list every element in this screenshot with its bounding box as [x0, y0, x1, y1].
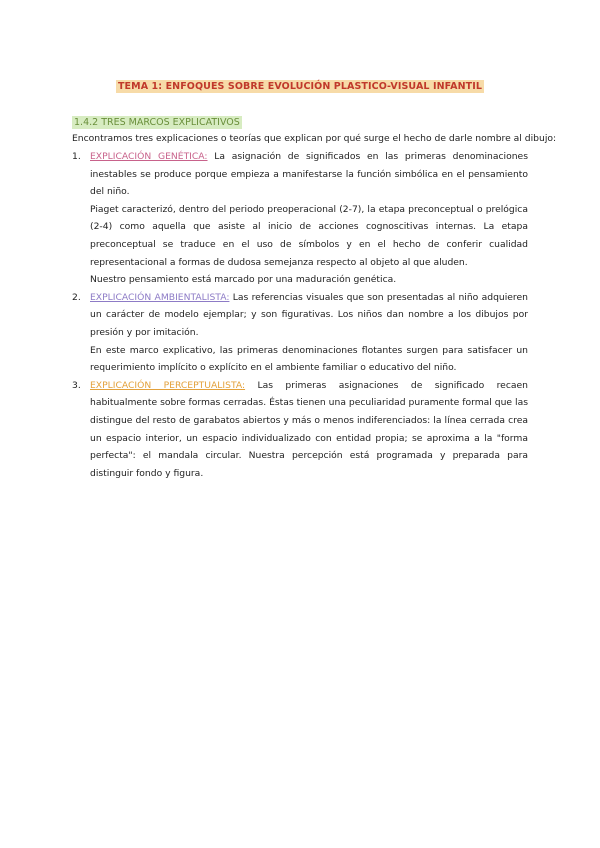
item-text: Las primeras asignaciones de significado recaen habitualmente sobre formas cerradas. Éstas tienen una peculiaridad puramente formal que las distingue del resto de garabatos abiertos y más o menos indiferenciados: la línea cerrada crea un espacio interior, un espacio individualizado con entidad propia; se aproxima a la "forma perfecta": el mandala circular. Nuestra percepción está programada y preparada para distinguir fondo y figura. — [90, 379, 528, 479]
item-main-paragraph — [90, 148, 528, 201]
item-paragraph: Piaget caracterizó, dentro del periodo preoperacional (2-7), la etapa preconceptual o prelógica (2-4) como aquella que asiste al inicio de acciones cognoscitivas internas. La etapa preconceptual se traduce en el uso de símbolos y en el hecho de conferir cualidad representacional a formas de dudosa semejanza respecto al objeto al que aluden. — [90, 203, 528, 268]
item-heading: EXPLICACIÓN GENÉTICA: — [90, 151, 208, 162]
item-text: Las referencias visuales que son presentadas al niño adquieren un carácter de modelo ejemplar; y son figurativas. Los niños dan nombre a los dibujos por presión y por imitación. — [90, 291, 528, 338]
page-title: TEMA 1: ENFOQUES SOBRE EVOLUCIÓN PLASTICO-VISUAL INFANTIL — [117, 81, 483, 92]
section-heading-block — [72, 110, 242, 129]
item-number: 1. — [72, 151, 81, 162]
item-heading: EXPLICACIÓN AMBIENTALISTA: — [90, 291, 230, 303]
item-number: 3. — [72, 379, 81, 391]
item-heading: EXPLICACIÓN PERCEPTUALISTA: — [90, 379, 246, 391]
explanations-list — [72, 148, 528, 482]
item-paragraph: En este marco explicativo, las primeras denominaciones flotantes surgen para satisfacer un requerimiento implícito o explícito en el ambiente familiar o educativo del niño. — [90, 344, 528, 374]
item-number: 2. — [72, 291, 81, 303]
intro-paragraph: Encontramos tres explicaciones o teorías que explican por qué surge el hecho de darle nombre al dibujo: — [72, 133, 557, 144]
item-main-paragraph — [90, 377, 528, 483]
list-item — [72, 148, 528, 289]
list-item — [72, 377, 528, 483]
item-main-paragraph — [90, 289, 528, 342]
section-heading: 1.4.2 TRES MARCOS EXPLICATIVOS — [74, 117, 240, 128]
item-paragraph: Nuestro pensamiento está marcado por una maduración genética. — [90, 274, 397, 286]
item-text: La asignación de significados en las primeras denominaciones inestables se produce porque empieza a manifestarse la función simbólica en el pensamiento del niño. — [90, 151, 528, 198]
list-item — [72, 289, 528, 377]
page-title-block — [0, 74, 600, 93]
